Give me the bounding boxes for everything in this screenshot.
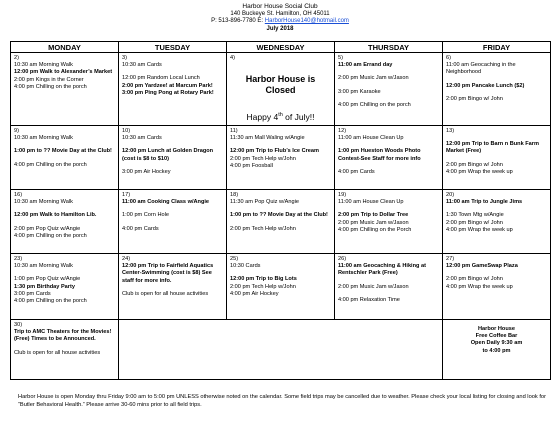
event-line: 2:00 pm Music Jam w/Jason [338,283,409,290]
calendar-day-cell [443,190,551,254]
weekday-header: FRIDAY [443,42,551,53]
greeting-superscript: th [278,112,283,119]
calendar-week-row [11,53,551,126]
event-line: 4:00 pm Chilling on the porch [14,161,87,168]
calendar-day-cell [119,190,227,254]
empty-span-cell [119,320,443,380]
closed-notice [230,74,331,123]
event-line: 3:00 pm Karaoke [338,88,381,95]
day-number: 11) [230,128,238,135]
weekday-header: MONDAY [11,42,119,53]
greeting-text: Happy 4 [246,112,279,123]
event-line: 2:00 pm Tech Help w/John [230,283,296,290]
event-line: 1:00 pm Pop Quiz w/Angie [14,276,81,283]
event-line: 3:00 pm Air Hockey [122,168,171,175]
event-line-highlight: 1:00 pm to ?? Movie Day at the Club! [230,212,328,219]
event-line: 4:00 pm Chilling on the Porch [338,226,412,233]
calendar-day-cell [443,254,551,320]
event-line-highlight: 11:00 am Geocaching & Hiking at Rentschler Park (Free) [338,263,426,277]
event-line: 4:00 pm Cards [122,225,159,232]
day-number: 17) [122,192,131,199]
calendar-table [10,41,551,380]
calendar-day-cell [335,126,443,190]
coffee-bar-cell [443,320,551,380]
calendar-week-row [11,254,551,320]
day-number: 3) [122,55,127,61]
calendar-week-row [11,126,551,190]
club-address: 140 Buckeye St. Hamilton, OH 45011 [230,10,330,17]
day-number: 25) [230,256,239,263]
header [0,0,560,33]
day-number: 20) [446,192,455,199]
event-line: 4:00 pm Wrap the week up [446,168,513,175]
calendar-day-cell [119,126,227,190]
event-line: 11:00 am House Clean Up [338,135,404,142]
day-number: 30) [14,322,23,329]
event-line: 10:30 am Morning Walk [14,62,73,69]
calendar-day-cell [443,126,551,190]
day-number: 23) [14,256,23,263]
closed-day-cell [227,53,335,126]
event-line-highlight: 12:00 pm GameSwap Plaza [446,263,518,270]
calendar-day-cell [11,126,119,190]
event-line: 1:00 pm Corn Hole [122,212,169,219]
footer-note: Harbor House is open Monday thru Friday 9:00 am to 5:00 pm UNLESS otherwise noted on the calendar. Some field trips may be cancelled due to weather. Please check your local listing for closing and look for “Butler Behavioral Health.” Please arrive 30-60 mins prior to all field trips. [18,394,546,408]
event-line: 12:00 pm Random Local Lunch [122,75,200,82]
calendar-day-cell [11,53,119,126]
event-line: 10:30 am Morning Walk [14,135,73,142]
day-number: 18) [230,192,239,199]
weekday-header: TUESDAY [119,42,227,53]
event-line: 1:30 Town Mtg w/Angie [446,212,504,219]
event-line: 4:00 pm Chilling on the porch [14,232,87,239]
calendar-day-cell [335,254,443,320]
calendar-day-cell [11,254,119,320]
event-line: 2:00 pm Music Jam w/Jason [338,75,409,82]
event-line: 4:00 pm Wrap the week up [446,283,513,290]
event-line: 11:00 am House Clean Up [338,199,404,206]
club-email-link[interactable]: HarborHouse140@hotmail.com [264,18,349,25]
event-line: 4:00 pm Relaxation Time [338,296,400,303]
day-number: 6) [446,55,451,61]
event-line-highlight: 12:00 pm Walk to Hamilton Lib. [14,212,97,219]
event-line: 10:30 am Morning Walk [14,199,73,206]
calendar-week-row [11,320,551,380]
calendar-day-cell [335,190,443,254]
event-line-highlight: 12:00 pm Pancake Lunch ($2) [446,82,525,89]
event-line: 2:00 pm Bingo w/ John [446,276,503,283]
event-line: 2:00 pm Tech Help w/John [230,225,296,232]
event-line: 4:00 pm Wrap the week up [446,226,513,233]
event-line-highlight: 12:00 pm Lunch at Golden Dragon (cost is $8 to $10) [122,148,214,162]
day-number: 24) [122,256,131,263]
day-number: 4) [230,55,235,61]
coffee-bar-text: Harbor House [478,326,515,333]
event-line-highlight: Trip to AMC Theaters for the Movies! (Free) Times to be Announced. [14,329,112,343]
event-line: 11:00 am Geocaching in the Neighborhood [446,62,516,76]
event-line-highlight: 11:00 am Cooking Class w/Angie [122,199,210,206]
calendar-day-cell [11,190,119,254]
event-line: Club is open for all house activities [14,349,101,356]
day-number: 9) [14,128,19,135]
day-number: 13) [446,128,455,135]
calendar-day-cell [119,254,227,320]
coffee-bar-text: to 4:00 pm [482,347,511,354]
calendar-day-cell [11,320,119,380]
month-title: July 2018 [266,25,294,32]
calendar-day-cell [119,53,227,126]
event-line-highlight: 1:30 pm Birthday Party [14,283,75,290]
coffee-bar-text: Open Daily 9:30 am [470,340,523,347]
day-number: 16) [14,192,23,199]
holiday-greeting [230,110,331,123]
event-line: 10:30 am Cards [122,62,162,69]
event-line-highlight: 2:00 pm Trip to Dollar Tree [338,212,409,219]
calendar-day-cell [335,53,443,126]
club-name: Harbor House Social Club [242,3,318,10]
calendar-day-cell [227,254,335,320]
event-line-highlight: 1:00 pm to ?? Movie Day at the Club! [14,148,112,155]
event-line: 2:00 pm Bingo w/ John [446,95,503,102]
day-number: 27) [446,256,455,263]
event-line: 4:00 pm Chilling on the porch [338,101,411,108]
day-number: 10) [122,128,131,135]
event-line-highlight: 2:00 pm Yardzee! at Marcum Park! [122,82,213,89]
event-line-highlight: 12:00 pm Walk to Alexander’s Market [14,69,113,76]
calendar-day-cell [227,126,335,190]
event-line: 4:00 pm Air Hockey [230,290,279,297]
event-line: 11:30 am Pop Quiz w/Angie [230,199,299,206]
event-line: 2:00 pm Bingo w/ John [446,161,503,168]
event-line: 10:30 am Morning Walk [14,263,73,270]
weekday-header-row [11,42,551,53]
event-line: 2:00 pm Pop Quiz w/Angie [14,225,81,232]
event-line: 2:00 pm Bingo w/ John [446,219,503,226]
day-number: 2) [14,55,19,61]
weekday-header: THURSDAY [335,42,443,53]
event-line: 4:00 pm Foosball [230,162,273,169]
club-phone: P: 513-896-7780 E: [211,18,265,25]
event-line-highlight: 12:00 pm Trip to Barn n Bunk Farm Market (Free) [446,141,539,155]
event-line: 10:30 am Cards [122,135,162,142]
event-line: 4:00 pm Chilling on the porch [14,298,87,305]
event-line-highlight: 11:00 am Errand day [338,62,393,69]
club-contact [0,18,560,26]
calendar-day-cell [443,53,551,126]
event-line-highlight: 12:00 pm Trip to Big Lots [230,276,297,283]
event-line: 10:30 Cards [230,263,261,270]
day-number: 5) [338,55,343,61]
greeting-text: of July!! [282,112,315,123]
closed-title: Harbor House is Closed [245,74,316,96]
event-line: 2:00 pm Tech Help w/John [230,155,296,162]
coffee-bar-text: Free Coffee Bar [475,333,518,340]
event-line: 3:00 pm Cards [14,290,51,297]
calendar-day-cell [227,190,335,254]
event-line: 4:00 pm Chilling on the porch [14,83,87,90]
day-number: 19) [338,192,347,199]
event-line: 2:00 pm Music Jam w/Jason [338,219,409,226]
event-line-highlight: 12:00 pm Trip to Flub’s Ice Cream [230,148,320,155]
event-line: 11:30 am Mall Waling w/Angie [230,135,305,142]
event-line: Club is open for all house activities [122,290,209,297]
event-line-highlight: 11:00 am Trip to Jungle Jims [446,199,523,206]
event-line-highlight: 1:00 pm Hueston Woods Photo Contest-See Staff for more info [338,148,421,162]
day-number: 26) [338,256,347,263]
weekday-header: WEDNESDAY [227,42,335,53]
day-number: 12) [338,128,347,135]
calendar-week-row [11,190,551,254]
event-line-highlight: 12:00 pm Trip to Fairfield Aquatics Center-Swimming (cost is $8) See staff for more info. [122,263,214,284]
event-line: 4:00 pm Cards [338,168,375,175]
event-line: 2:00 pm Kings in the Corner [14,76,84,83]
event-line-highlight: 3:00 pm Ping Pong at Rotary Park! [122,89,214,96]
